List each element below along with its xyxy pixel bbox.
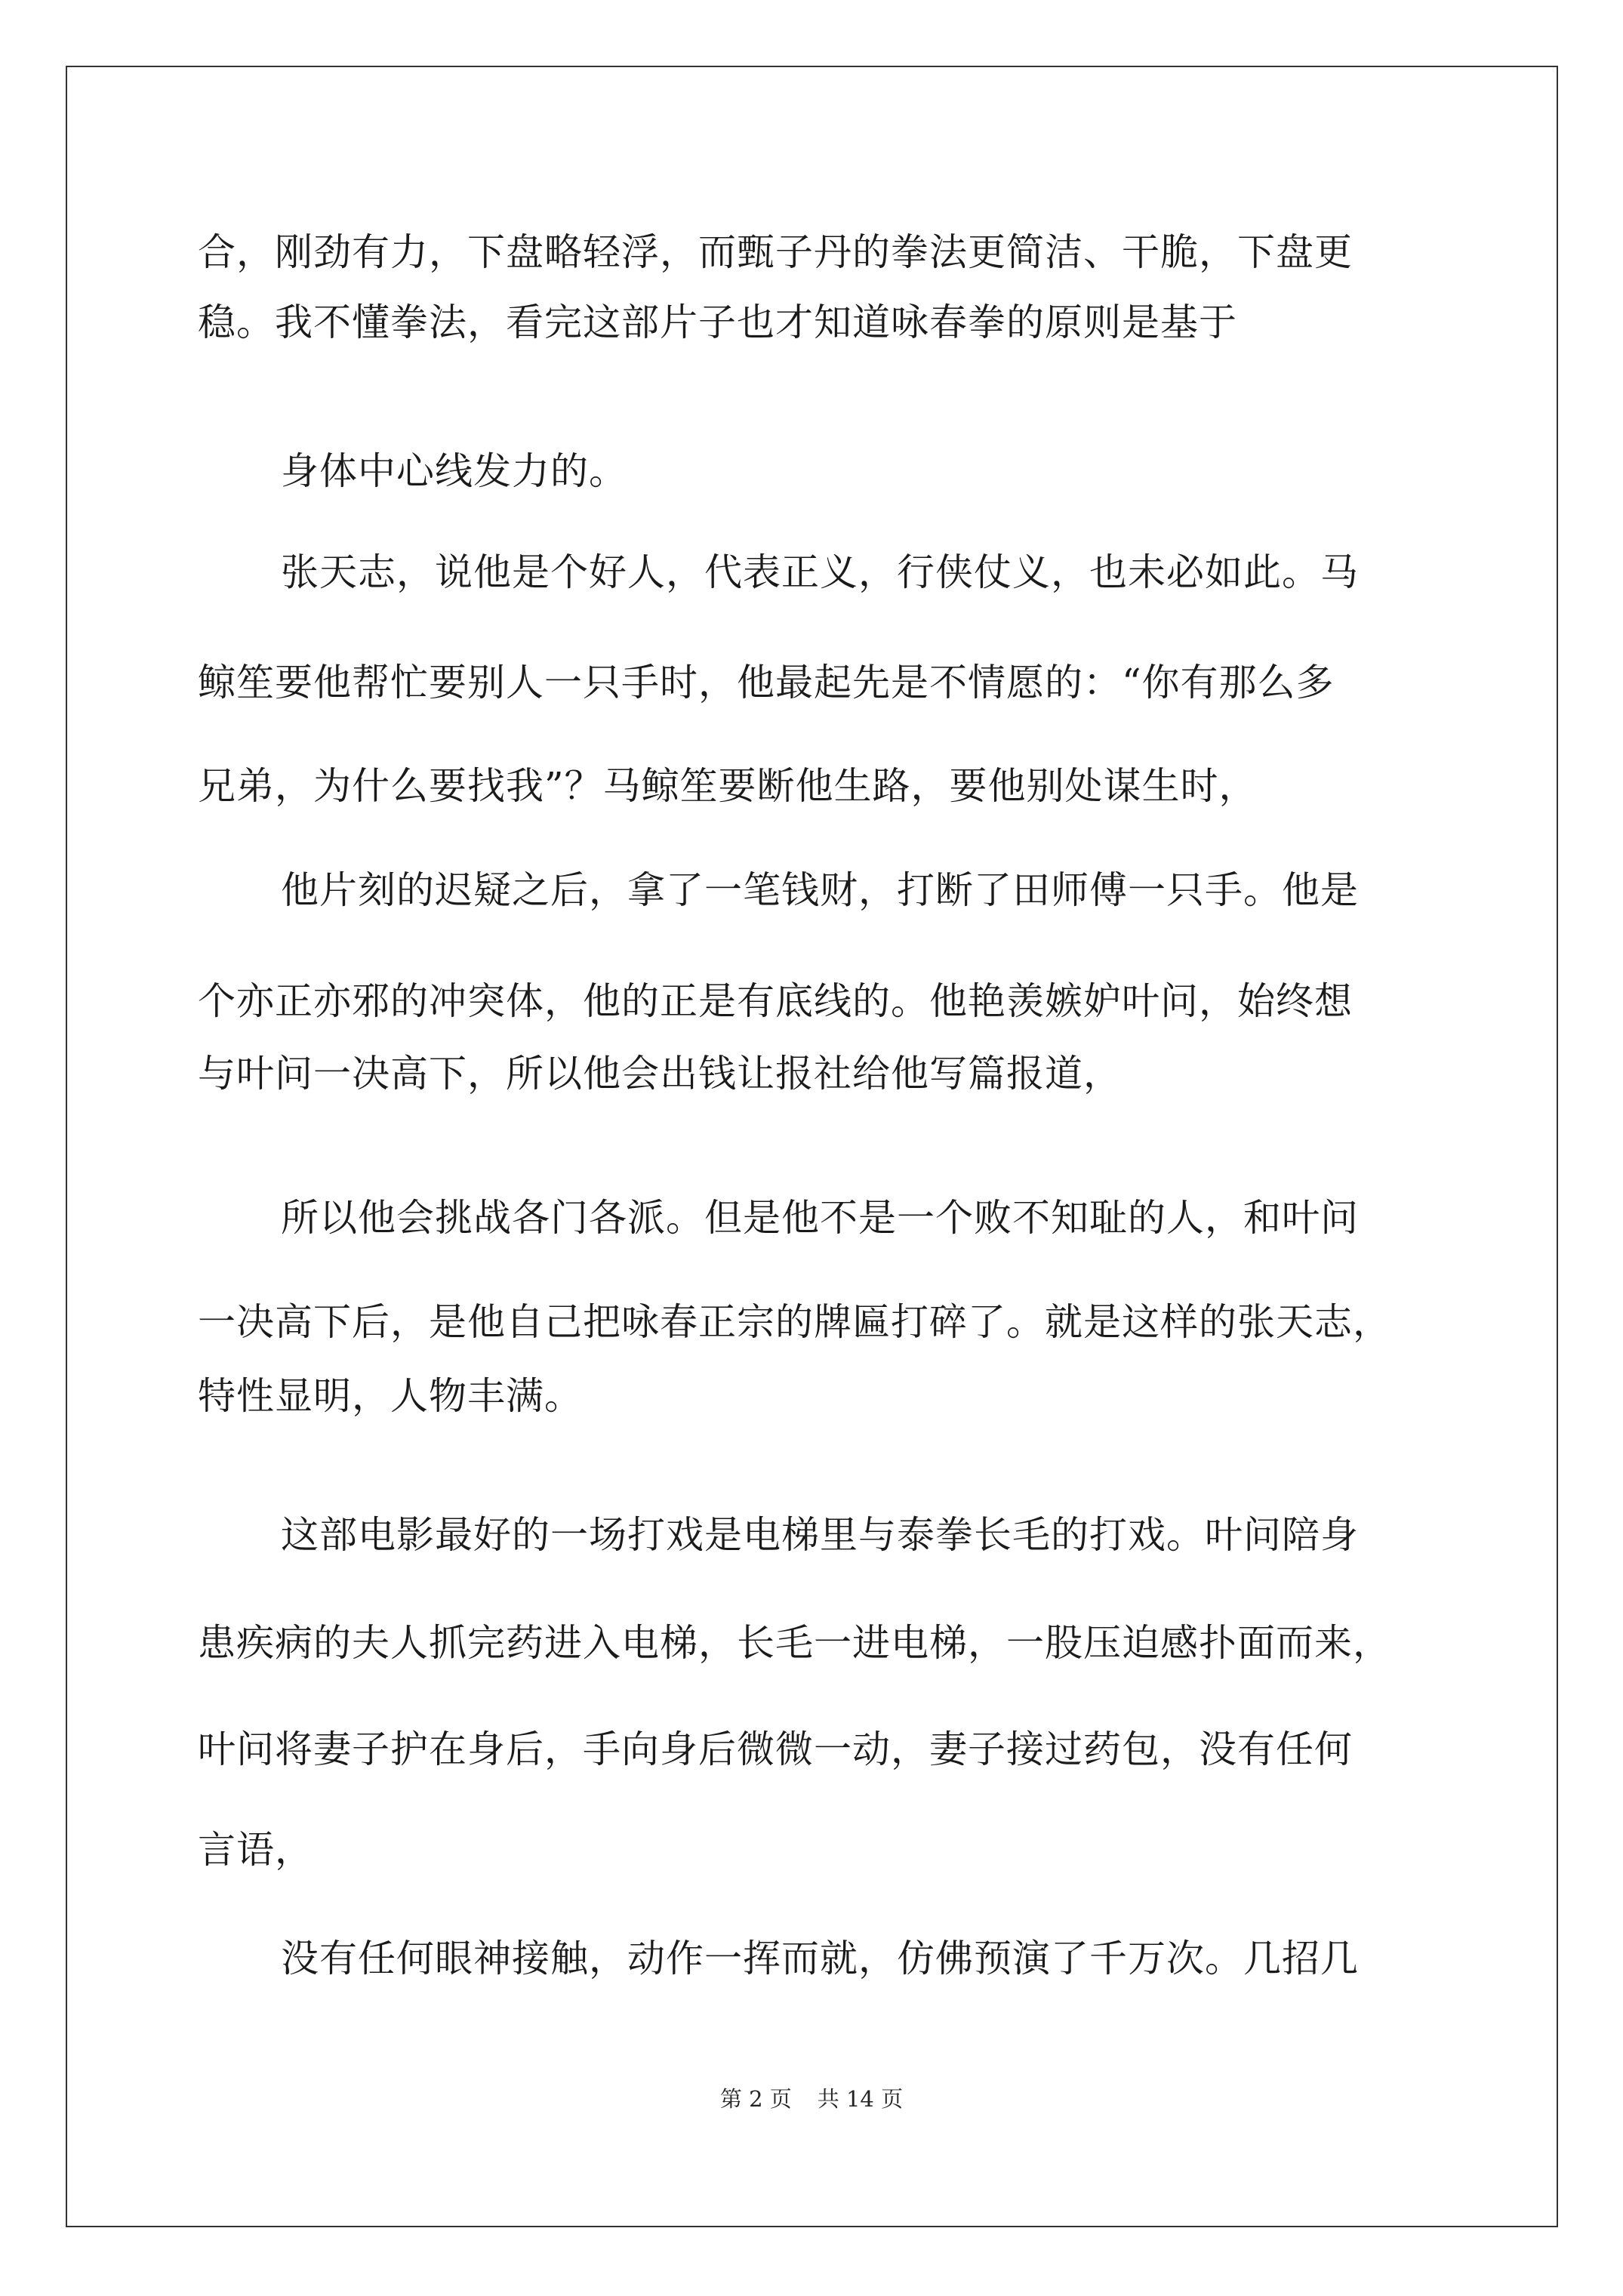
- text-line: 所以他会挑战各门各派。但是他不是一个败不知耻的人，和叶问: [281, 1196, 1359, 1240]
- text-line: 叶问将妻子护在身后，手向身后微微一动，妻子接过药包，没有任何: [198, 1727, 1353, 1771]
- page-footer: [0, 2085, 1623, 2113]
- text-line: 稳。我不懂拳法，看完这部片子也才知道咏春拳的原则是基于: [198, 300, 1237, 344]
- text-line: 张天志，说他是个好人，代表正义，行侠仗义，也未必如此。马: [281, 550, 1359, 594]
- text-line: 一决高下后，是他自己把咏春正宗的牌匾打碎了。就是这样的张天志，: [198, 1300, 1391, 1344]
- text-line: 这部电影最好的一场打戏是电梯里与泰拳长毛的打戏。叶问陪身: [281, 1513, 1359, 1557]
- text-line: 没有任何眼神接触，动作一挥而就，仿佛预演了千万次。几招几: [281, 1937, 1359, 1980]
- text-line: 鲸笙要他帮忙要别人一只手时，他最起先是不情愿的：“你有那么多: [198, 661, 1335, 704]
- text-line: 特性显明，人物丰满。: [198, 1374, 583, 1418]
- text-line: 兄弟，为什么要找我”？马鲸笙要断他生路，要他别处谋生时，: [198, 764, 1258, 808]
- text-line: 言语，: [198, 1828, 313, 1872]
- text-line: 与叶问一决高下，所以他会出钱让报社给他写篇报道，: [198, 1052, 1122, 1096]
- text-line: 身体中心线发力的。: [281, 449, 627, 493]
- text-line: 合，刚劲有力，下盘略轻浮，而甄子丹的拳法更简洁、干脆，下盘更: [198, 230, 1353, 274]
- text-line: 患疾病的夫人抓完药进入电梯，长毛一进电梯，一股压迫感扑面而来，: [198, 1621, 1391, 1665]
- text-line: 个亦正亦邪的冲突体，他的正是有底线的。他艳羡嫉妒叶问，始终想: [198, 979, 1353, 1023]
- page-border: [66, 66, 1558, 2227]
- text-line: 他片刻的迟疑之后，拿了一笔钱财，打断了田师傅一只手。他是: [281, 868, 1359, 912]
- page-number: 第 2 页: [719, 2086, 792, 2112]
- page-total: 共 14 页: [817, 2086, 904, 2112]
